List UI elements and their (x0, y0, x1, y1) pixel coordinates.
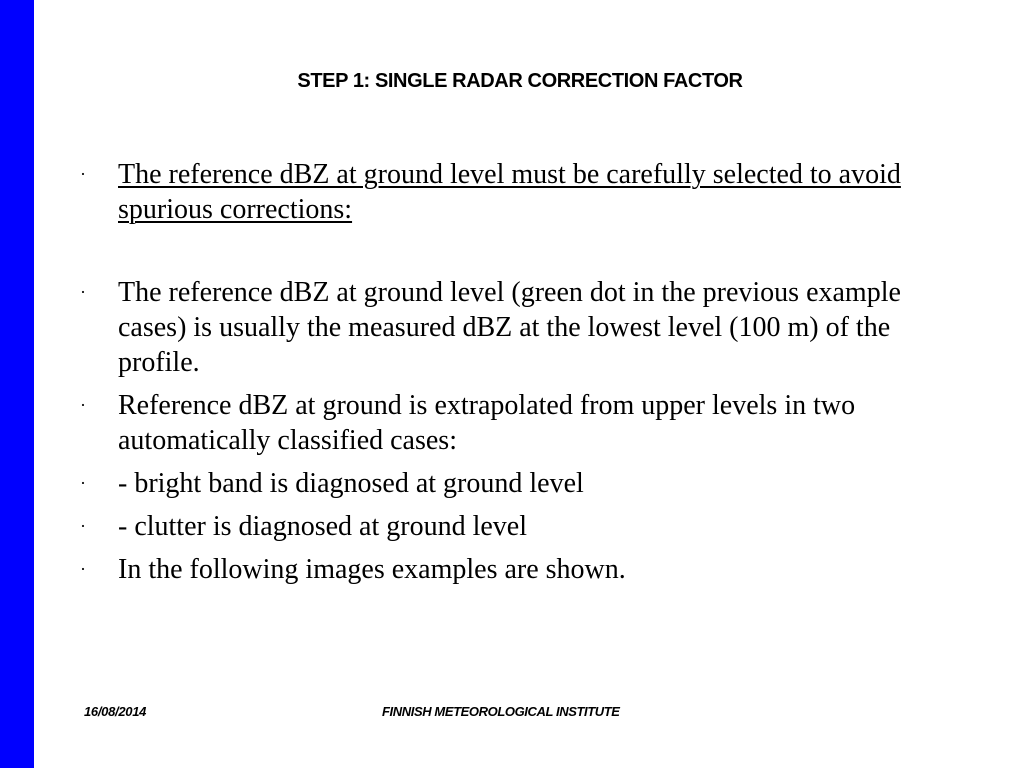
bullet-item (80, 388, 960, 458)
bullet-item (80, 466, 960, 501)
bullet-dot-icon: · (80, 395, 86, 415)
bullet-text: Reference dBZ at ground is extrapolated from upper levels in two automatically classified cases: (118, 390, 856, 456)
bullet-dot-icon: · (80, 282, 86, 302)
bullet-dot-icon: · (80, 516, 86, 536)
slide-title: STEP 1: SINGLE RADAR CORRECTION FACTOR (297, 70, 743, 92)
bullet-dot-icon: · (80, 559, 86, 579)
bullet-dot-icon: · (80, 473, 86, 493)
bullet-text: In the following images examples are shown. (118, 554, 626, 585)
bullet-text: - clutter is diagnosed at ground level (118, 511, 527, 542)
bullet-dot-icon: · (80, 164, 86, 184)
bullet-item (80, 552, 960, 587)
bullet-item (80, 157, 960, 227)
bullet-list (80, 157, 960, 587)
bullet-item (80, 275, 960, 380)
bullet-text: - bright band is diagnosed at ground level (118, 468, 584, 499)
bullet-text: The reference dBZ at ground level must be carefully selected to avoid spurious corrections: (118, 159, 901, 225)
footer-date: 16/08/2014 (84, 704, 147, 719)
footer-organization: FINNISH METEOROLOGICAL INSTITUTE (382, 704, 620, 719)
bullet-item (80, 509, 960, 544)
bullet-text: The reference dBZ at ground level (green dot in the previous example cases) is usually the measured dBZ at the lowest level (100 m) of the profile. (118, 277, 901, 378)
left-accent-bar (0, 0, 34, 768)
